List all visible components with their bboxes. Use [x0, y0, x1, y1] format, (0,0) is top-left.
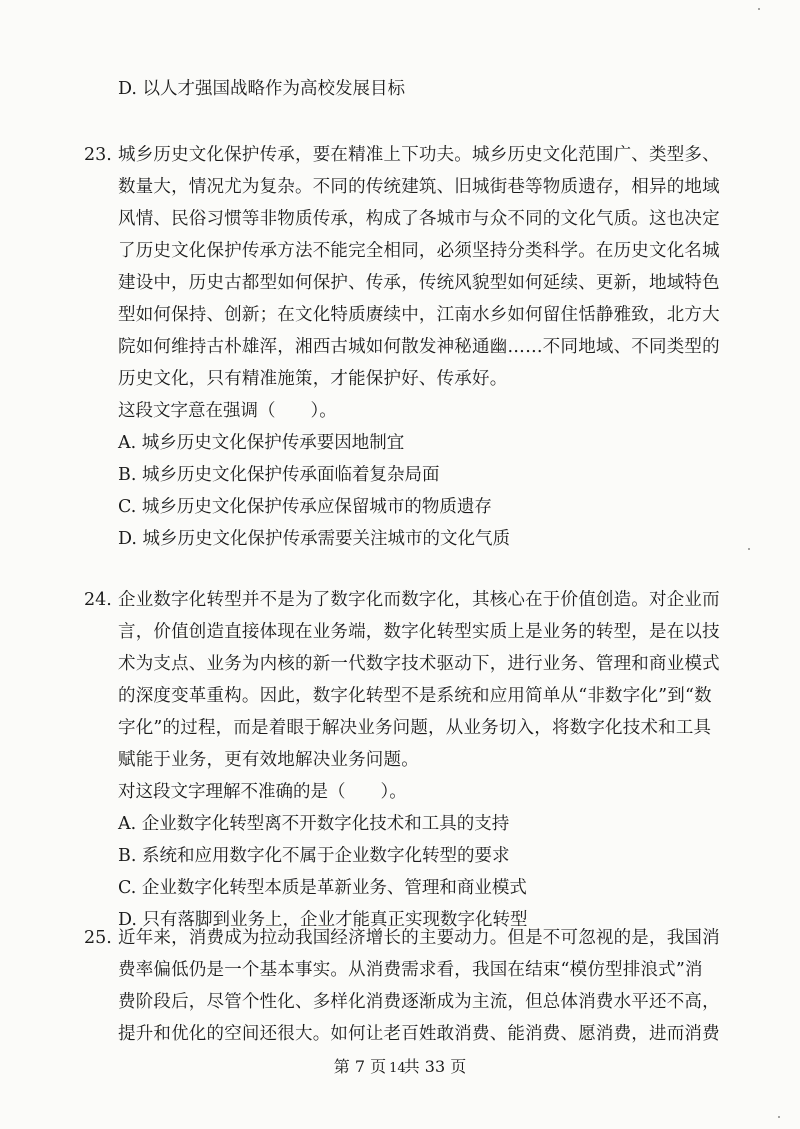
option-d: D. 城乡历史文化保护传承需要关注城市的文化气质 [118, 529, 511, 549]
question-number: 24. [84, 590, 112, 610]
question-stem: 这段文字意在强调（ ）。 [118, 401, 337, 421]
total-pages-label: 共 33 页 [403, 1057, 467, 1076]
passage-line: 院如何维持古朴雄浑，湘西古城如何散发神秘通幽……不同地域、不同类型的 [118, 337, 720, 357]
passage-line: 字化”的过程，而是着眼于解决业务问题，从业务切入，将数字化技术和工具 [118, 718, 712, 738]
passage-line: 费率偏低仍是一个基本事实。从消费需求看，我国在结束“模仿型排浪式”消 [118, 960, 703, 980]
passage-line: 了历史文化保护传承方法不能完全相同，必须坚持分类科学。在历史文化名城 [118, 241, 720, 261]
option-d: D. 只有落脚到业务上，企业才能真正实现数字化转型 [118, 910, 528, 930]
page-stamp: 14 [389, 1061, 406, 1076]
passage-line: 的深度变革重构。因此，数字化转型不是系统和应用简单从“非数字化”到“数 [118, 686, 712, 706]
passage-line: 建设中，历史古都型如何保护、传承，传统风貌型如何延续、更新，地域特色 [118, 273, 720, 293]
passage-line: 提升和优化的空间还很大。如何让老百姓敢消费、能消费、愿消费，进而消费 [118, 1024, 720, 1044]
passage-line: 历史文化，只有精准施策，才能保护好、传承好。 [118, 369, 508, 389]
prev-question-option-d: D. 以人才强国战略作为高校发展目标 [118, 79, 406, 99]
scan-speck [748, 548, 750, 550]
passage-line: 言，价值创造直接体现在业务端，数字化转型实质上是业务的转型，是在以技 [118, 622, 720, 642]
page-footer [0, 1056, 800, 1080]
page-number-label: 第 7 页 [333, 1057, 387, 1076]
question-number: 25. [84, 928, 112, 948]
option-b: B. 城乡历史文化保护传承面临着复杂局面 [118, 465, 440, 485]
passage-line: 费阶段后，尽管个性化、多样化消费逐渐成为主流，但总体消费水平还不高， [118, 992, 720, 1012]
passage-line: 近年来，消费成为拉动我国经济增长的主要动力。但是不可忽视的是，我国消 [118, 928, 720, 948]
passage-line: 型如何保持、创新；在文化特质赓续中，江南水乡如何留住恬静雅致，北方大 [118, 305, 720, 325]
option-a: A. 城乡历史文化保护传承要因地制宜 [118, 433, 405, 453]
option-a: A. 企业数字化转型离不开数字化技术和工具的支持 [118, 814, 510, 834]
option-c: C. 企业数字化转型本质是革新业务、管理和商业模式 [118, 878, 527, 898]
passage-line: 城乡历史文化保护传承，要在精准上下功夫。城乡历史文化范围广、类型多、 [118, 145, 720, 165]
option-c: C. 城乡历史文化保护传承应保留城市的物质遗存 [118, 497, 492, 517]
question-number: 23. [84, 145, 112, 165]
passage-line: 风情、民俗习惯等非物质传承，构成了各城市与众不同的文化气质。这也决定 [118, 209, 720, 229]
passage-line: 术为支点、业务为内核的新一代数字技术驱动下，进行业务、管理和商业模式 [118, 654, 720, 674]
option-b: B. 系统和应用数字化不属于企业数字化转型的要求 [118, 846, 510, 866]
passage-line: 赋能于业务，更有效地解决业务问题。 [118, 750, 419, 770]
passage-line: 企业数字化转型并不是为了数字化而数字化，其核心在于价值创造。对企业而 [118, 590, 720, 610]
scan-speck [778, 1116, 780, 1118]
passage-line: 数量大，情况尤为复杂。不同的传统建筑、旧城街巷等物质遗存，相异的地域 [118, 177, 720, 197]
scan-speck [758, 8, 760, 10]
question-stem: 对这段文字理解不准确的是（ ）。 [118, 782, 407, 802]
